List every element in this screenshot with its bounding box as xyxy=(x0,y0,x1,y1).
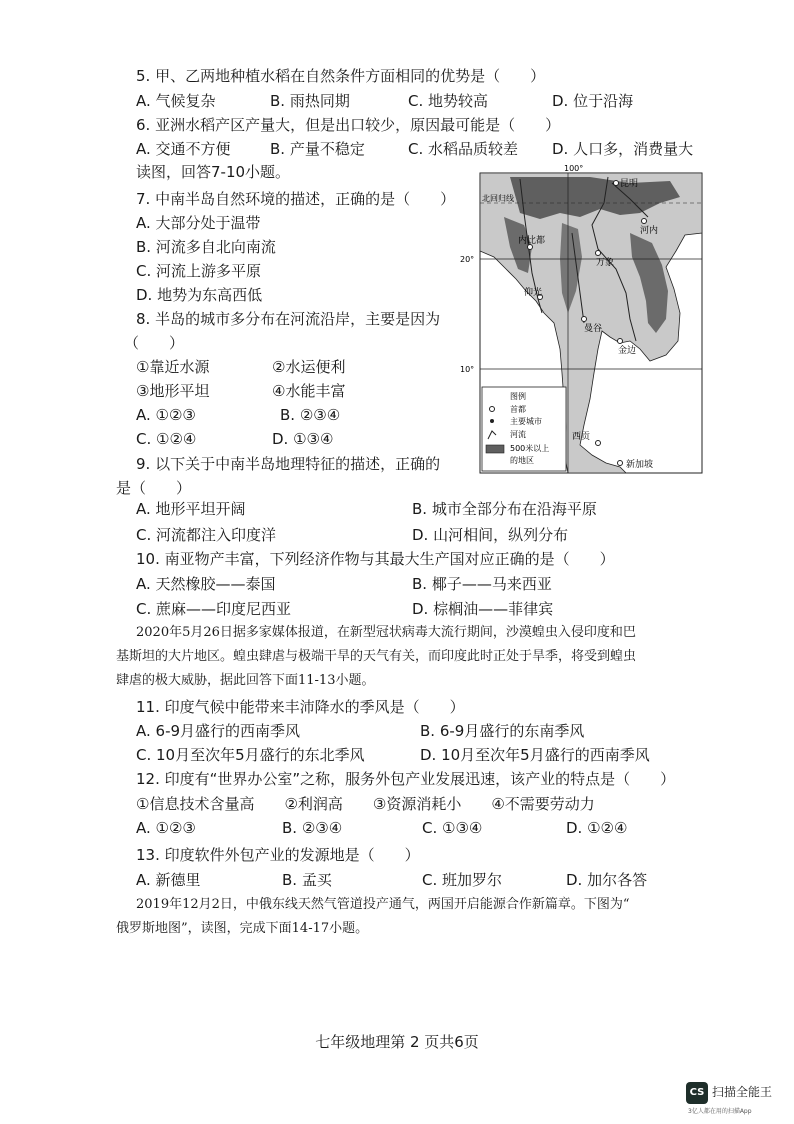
q9-option-b: B. 城市全部分布在沿海平原 xyxy=(412,500,597,518)
legend-highland-2: 的地区 xyxy=(510,456,534,465)
label-phnompenh: 金边 xyxy=(618,346,637,356)
label-bangkok: 曼谷 xyxy=(584,324,603,334)
page-footer: 七年级地理第 2 页共6页 xyxy=(315,1033,479,1051)
watermark-name: 扫描全能王 xyxy=(712,1085,773,1099)
intro-7-10: 读图，回答7-10小题。 xyxy=(136,163,291,181)
q12-option-c: C. ①③④ xyxy=(422,819,483,837)
scanner-watermark xyxy=(686,1082,786,1116)
q7-option-c: C. 河流上游多平原 xyxy=(136,262,262,280)
q9-stem-bracket: 是（ ） xyxy=(116,479,192,497)
q8-stem: 8. 半岛的城市多分布在河流沿岸，主要是因为 xyxy=(136,310,441,328)
material-14-17-line-1: 2019年12月2日，中俄东线天然气管道投产通气，两国开启能源合作新篇章。下图为“ xyxy=(136,897,630,912)
label-kunming: 昆明 xyxy=(620,179,639,189)
q10-option-a: A. 天然橡胶——泰国 xyxy=(136,575,276,593)
watermark-subtitle: 3亿人都在用的扫描App xyxy=(688,1108,752,1115)
q13-option-a: A. 新德里 xyxy=(136,871,201,889)
q7-stem: 7. 中南半岛自然环境的描述，正确的是（ ） xyxy=(136,190,456,208)
q5-option-d: D. 位于沿海 xyxy=(552,92,634,110)
city-hanoi-marker xyxy=(642,219,647,224)
q10-option-d: D. 棕榈油——菲律宾 xyxy=(412,600,554,618)
q7-option-a: A. 大部分处于温带 xyxy=(136,214,261,232)
legend-highland-icon xyxy=(486,445,504,453)
q6-option-c: C. 水稻品质较差 xyxy=(408,140,519,158)
q5-option-a: A. 气候复杂 xyxy=(136,92,216,110)
legend-title: 图例 xyxy=(510,392,526,401)
q13-option-d: D. 加尔各答 xyxy=(566,871,648,889)
q12-option-d: D. ①②④ xyxy=(566,819,628,837)
q8-option-a: A. ①②③ xyxy=(136,406,196,424)
q13-option-c: C. 班加罗尔 xyxy=(422,871,503,889)
q6-option-b: B. 产量不稳定 xyxy=(270,140,365,158)
city-kl-marker xyxy=(596,441,601,446)
q8-item-3: ③地形平坦 xyxy=(136,382,210,400)
legend-city-icon xyxy=(490,419,494,423)
camscanner-logo-icon: CS xyxy=(686,1082,708,1104)
q8-stem-bracket: （ ） xyxy=(124,334,185,352)
city-vientiane-marker xyxy=(596,251,601,256)
q13-option-b: B. 孟买 xyxy=(282,871,332,889)
q12-option-a: A. ①②③ xyxy=(136,819,196,837)
city-bangkok-marker xyxy=(582,317,587,322)
material-14-17-line-2: 俄罗斯地图”，读图，完成下面14-17小题。 xyxy=(116,921,369,936)
label-yangon: 仰光 xyxy=(524,288,543,298)
label-lon-100: 100° xyxy=(564,164,584,173)
legend-river: 河流 xyxy=(510,430,526,439)
q9-stem: 9. 以下关于中南半岛地理特征的描述，正确的 xyxy=(136,455,441,473)
legend-city: 主要城市 xyxy=(510,417,542,426)
material-11-13-line-2: 基斯坦的大片地区。蝗虫肆虐与极端干旱的天气有关，而印度此时正处于旱季，将受到蝗虫 xyxy=(116,649,637,664)
label-lat-10: 10° xyxy=(460,365,475,374)
q13-stem: 13. 印度软件外包产业的发源地是（ ） xyxy=(136,846,420,864)
city-singapore-marker xyxy=(618,461,623,466)
q12-items: ①信息技术含量高 ②利润高 ③资源消耗小 ④不需要劳动力 xyxy=(136,795,595,813)
q5-option-c: C. 地势较高 xyxy=(408,92,489,110)
legend-capital: 首都 xyxy=(510,405,526,414)
q9-option-c: C. 河流都注入印度洋 xyxy=(136,526,277,544)
q10-option-c: C. 蔗麻——印度尼西亚 xyxy=(136,600,292,618)
q10-stem: 10. 南亚物产丰富，下列经济作物与其最大生产国对应正确的是（ ） xyxy=(136,550,615,568)
q8-item-1: ①靠近水源 xyxy=(136,358,210,376)
label-naypyidaw: 内比都 xyxy=(518,236,546,246)
material-11-13-line-3: 肆虐的极大威胁，据此回答下面11-13小题。 xyxy=(116,673,375,688)
material-11-13-line-1: 2020年5月26日据多家媒体报道，在新型冠状病毒大流行期间，沙漠蝗虫入侵印度和巴 xyxy=(136,625,636,640)
q8-option-c: C. ①②④ xyxy=(136,430,197,448)
q11-option-b: B. 6-9月盛行的东南季风 xyxy=(420,722,585,740)
q11-option-a: A. 6-9月盛行的西南季风 xyxy=(136,722,301,740)
q5-option-b: B. 雨热同期 xyxy=(270,92,350,110)
label-tropic: 北回归线 xyxy=(482,194,514,203)
indochina-map xyxy=(460,164,702,473)
label-kl: 西贡 xyxy=(572,432,591,442)
q12-stem: 12. 印度有“世界办公室”之称，服务外包产业发展迅速，该产业的特点是（ ） xyxy=(136,770,676,788)
q6-stem: 6. 亚洲水稻产区产量大，但是出口较少，原因最可能是（ ） xyxy=(136,116,561,134)
label-singapore: 新加坡 xyxy=(626,460,654,470)
q8-item-2: ②水运便利 xyxy=(272,358,346,376)
q5-stem: 5. 甲、乙两地种植水稻在自然条件方面相同的优势是（ ） xyxy=(136,67,546,85)
q7-option-d: D. 地势为东高西低 xyxy=(136,286,263,304)
q11-stem: 11. 印度气候中能带来丰沛降水的季风是（ ） xyxy=(136,698,465,716)
q6-option-d: D. 人口多，消费量大 xyxy=(552,140,694,158)
q9-option-d: D. 山河相间，纵列分布 xyxy=(412,526,569,544)
q8-item-4: ④水能丰富 xyxy=(272,382,346,400)
legend-capital-icon xyxy=(490,407,495,412)
q6-option-a: A. 交通不方便 xyxy=(136,140,231,158)
city-phnompenh-marker xyxy=(618,339,623,344)
q11-option-c: C. 10月至次年5月盛行的东北季风 xyxy=(136,746,365,764)
q11-option-d: D. 10月至次年5月盛行的西南季风 xyxy=(420,746,650,764)
q8-option-b: B. ②③④ xyxy=(280,406,341,424)
q9-option-a: A. 地形平坦开阔 xyxy=(136,500,246,518)
label-lat-20: 20° xyxy=(460,255,475,264)
legend-highland: 500米以上 xyxy=(510,444,550,453)
q8-option-d: D. ①③④ xyxy=(272,430,334,448)
label-vientiane: 万象 xyxy=(596,258,615,268)
label-hanoi: 河内 xyxy=(640,226,659,236)
q12-option-b: B. ②③④ xyxy=(282,819,343,837)
q7-option-b: B. 河流多自北向南流 xyxy=(136,238,276,256)
q10-option-b: B. 椰子——马来西亚 xyxy=(412,575,552,593)
city-kunming-marker xyxy=(614,181,619,186)
